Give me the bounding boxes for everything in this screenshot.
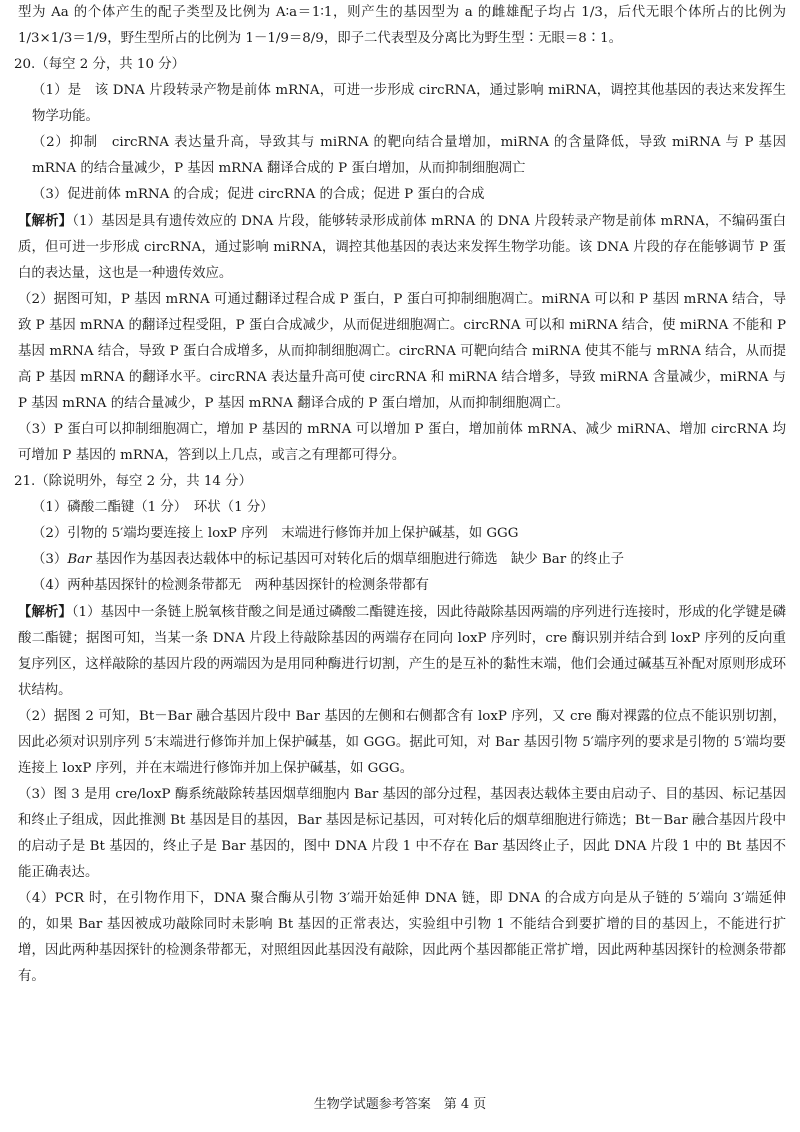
q21-explanation-1-text: （1）基因中一条链上脱氧核苷酸之间是通过磷酸二酯键连接，因此待敲除基因两端的序列进行连接时，形成的化学键是磷酸二酯键；据图可知，当某一条 DNA 片段上待敲除基因的两端存在同向 loxP 序列时，cre 酶识别并结合到 loxP 序列的反向重复序列区，这样敲除的基因片段的两端因为是用同种酶进行切割，产生的是互补的黏性末端，他们会通过碱基互补配对原则形成环状结构。	[18, 605, 787, 698]
q21-explanation-4: （4）PCR 时，在引物作用下，DNA 聚合酶从引物 3′端开始延伸 DNA 链，即 DNA 的合成方向是从子链的 5′端向 3′端延伸的，如果 Bar 基因被成功敲除同时未影响 Bt 基因的正常表达，实验组中引物 1 不能结合到要扩增的目的基因上，不能进行扩增，因此两种基因探针的检测条带都无，对照组因此基因没有敲除，因此两个基因都能正常扩增，因此两种基因探针的检测条带都有。	[18, 891, 786, 984]
q21-answer-2: （2）引物的 5′端均要连接上 loxP 序列 末端进行修饰并加上保护碱基，如 GGG	[32, 526, 519, 541]
q21-answer-3-text: 基因作为基因表达载体中的标记基因可对转化后的烟草细胞进行筛选 缺少 Bar 的终止子	[91, 552, 624, 567]
q21-explanation-2: （2）据图 2 可知，Bt－Bar 融合基因片段中 Bar 基因的左侧和右侧都含有 loxP 序列，又 cre 酶对裸露的位点不能识别切割，因此必须对识别序列 5′末端进行修饰并加上保护碱基，如 GGG。据此可知，对 Bar 基因引物 5′端序列的要求是引物的 5′端均要连接上 loxP 序列，并在末端进行修饰并加上保护碱基，如 GGG。	[18, 709, 786, 776]
q20-answer-3: （3）促进前体 mRNA 的合成；促进 circRNA 的合成；促进 P 蛋白的合成	[32, 187, 485, 202]
q21-header: 21.（除说明外，每空 2 分，共 14 分）	[14, 474, 252, 489]
q20-header: 20.（每空 2 分，共 10 分）	[14, 57, 186, 72]
q20-answer-2: （2）抑制 circRNA 表达量升高，导致其与 miRNA 的靶向结合量增加，miRNA 的含量降低，导致 miRNA 与 P 基因 mRNA 的结合量减少，P 基因 mRNA 翻译合成的 P 蛋白增加，从而抑制细胞凋亡	[32, 135, 786, 176]
bar-gene-label: Bar	[67, 552, 92, 567]
q20-explanation-1-text: （1）基因是具有遗传效应的 DNA 片段，能够转录形成前体 mRNA 的 DNA 片段转录产物是前体 mRNA，不编码蛋白质，但可进一步形成 circRNA，通过影响 miRNA，调控其他基因的表达来发挥生物学功能。该 DNA 片段的存在能够调节 P 蛋白的表达量，这也是一种遗传效应。	[18, 214, 787, 281]
q21-answer-3-prefix: （3）	[32, 552, 68, 567]
q21-answer-4: （4）两种基因探针的检测条带都无 两种基因探针的检测条带都有	[32, 578, 429, 593]
q21-explanation-1	[18, 599, 786, 704]
q21-answer-1: （1）磷酸二酯键（1 分） 环状（1 分）	[32, 500, 274, 515]
q20-explanation-1	[18, 208, 786, 287]
q20-explanation-2: （2）据图可知，P 基因 mRNA 可通过翻译过程合成 P 蛋白，P 蛋白可抑制细胞凋亡。miRNA 可以和 P 基因 mRNA 结合，导致 P 基因 mRNA 的翻译过程受阻，P 蛋白合成减少，从而促进细胞凋亡。circRNA 可以和 miRNA 结合，使 miRNA 不能和 P 基因 mRNA 结合，导致 P 蛋白合成增多，从而抑制细胞凋亡。circRNA 可靶向结合 miRNA 使其不能与 mRNA 结合，从而提高 P 基因 mRNA 的翻译水平。circRNA 表达量升高可使 circRNA 和 miRNA 结合增多，导致 miRNA 含量减少，miRNA 与 P 基因 mRNA 的结合量减少，P 基因 mRNA 翻译合成的 P 蛋白增加，从而抑制细胞凋亡。	[18, 292, 786, 411]
explanation-tag: 【解析】	[18, 213, 73, 229]
page-content	[14, 0, 787, 990]
page-footer: 生物学试题参考答案 第 4 页	[313, 1097, 487, 1112]
q20-explanation-3: （3）P 蛋白可以抑制细胞凋亡，增加 P 基因的 mRNA 可以增加 P 蛋白，增加前体 mRNA、减少 miRNA、增加 circRNA 均可增加 P 基因的 mRNA，答到以上几点，或言之有理都可得分。	[18, 422, 786, 463]
q21-answer-3	[18, 547, 786, 573]
q19-continuation: 型为 Aa 的个体产生的配子类型及比例为 A∶a＝1∶1，则产生的基因型为 a 的雌雄配子均占 1/3，后代无眼个体所占的比例为 1/3×1/3＝1/9，野生型所占的比例为 1－1/9＝8/9，即子二代表型及分离比为野生型∶无眼＝8∶1。	[18, 5, 786, 46]
q20-answer-1: （1）是 该 DNA 片段转录产物是前体 mRNA，可进一步形成 circRNA，通过影响 miRNA，调控其他基因的表达来发挥生物学功能。	[32, 83, 786, 124]
q21-explanation-3: （3）图 3 是用 cre/loxP 酶系统敲除转基因烟草细胞内 Bar 基因的部分过程，基因表达载体主要由启动子、目的基因、标记基因和终止子组成，因此推测 Bt 基因是目的基因，Bar 基因是标记基因，可对转化后的烟草细胞进行筛选；Bt－Bar 融合基因片段中的启动子是 Bt 基因的，终止子是 Bar 基因的，图中 DNA 片段 1 中不存在 Bar 基因终止子，因此 DNA 片段 1 中的 Bt 基因不能正确表达。	[18, 787, 786, 880]
explanation-tag: 【解析】	[18, 604, 72, 620]
